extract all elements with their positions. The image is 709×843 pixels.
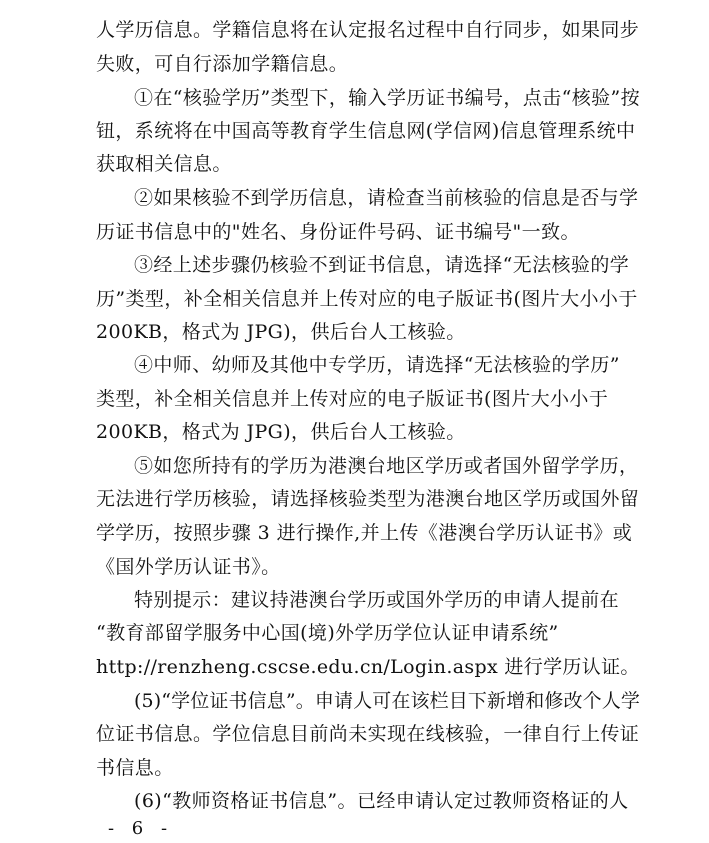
text-line: 历”类型，补全相关信息并上传对应的电子版证书(图片大小小于 (96, 288, 638, 310)
text-line: 获取相关信息。 (96, 153, 232, 175)
text-line: ④中师、幼师及其他中专学历，请选择“无法核验的学历” (134, 354, 620, 376)
text-line: 特别提示：建议持港澳台学历或国外学历的申请人提前在 (134, 589, 620, 611)
text-line: ⑤如您所持有的学历为港澳台地区学历或者国外留学学历， (134, 455, 639, 477)
text-line: (5)“学位证书信息”。申请人可在该栏目下新增和修改个人学 (134, 690, 640, 712)
text-line: 失败，可自行添加学籍信息。 (96, 53, 349, 75)
text-line: “教育部留学服务中心国(境)外学历学位认证申请系统” (96, 622, 559, 644)
text-line: http://renzheng.cscse.edu.cn/Login.aspx 进行学历认证。 (96, 656, 640, 678)
text-line: 200KB，格式为 JPG)，供后台人工核验。 (96, 421, 466, 443)
text-line: (6)“教师资格证书信息”。已经申请认定过教师资格证的人 (134, 790, 629, 812)
text-line: 学学历，按照步骤 3 进行操作,并上传《港澳台学历认证书》或 (96, 522, 633, 544)
text-line: 书信息。 (96, 757, 174, 779)
text-line: 200KB，格式为 JPG)，供后台人工核验。 (96, 321, 466, 343)
text-line: 类型，补全相关信息并上传对应的电子版证书(图片大小小于 (96, 388, 609, 410)
page-number: - 6 - (108, 818, 174, 839)
text-line: 人学历信息。学籍信息将在认定报名过程中自行同步，如果同步 (96, 19, 640, 41)
text-line: 钮，系统将在中国高等教育学生信息网(学信网)信息管理系统中 (96, 120, 636, 142)
text-line: ③经上述步骤仍核验不到证书信息，请选择“无法核验的学 (134, 254, 630, 276)
text-line: 历证书信息中的"姓名、身份证件号码、证书编号"一致。 (96, 221, 580, 243)
text-line: 位证书信息。学位信息目前尚未实现在线核验，一律自行上传证 (96, 723, 640, 745)
text-line: ①在“核验学历”类型下，输入学历证书编号，点击“核验”按 (134, 87, 641, 109)
text-line: 《国外学历认证书》。 (96, 556, 281, 578)
text-line: 无法进行学历核验，请选择核验类型为港澳台地区学历或国外留 (96, 488, 640, 510)
text-line: ②如果核验不到学历信息，请检查当前核验的信息是否与学 (134, 187, 639, 209)
